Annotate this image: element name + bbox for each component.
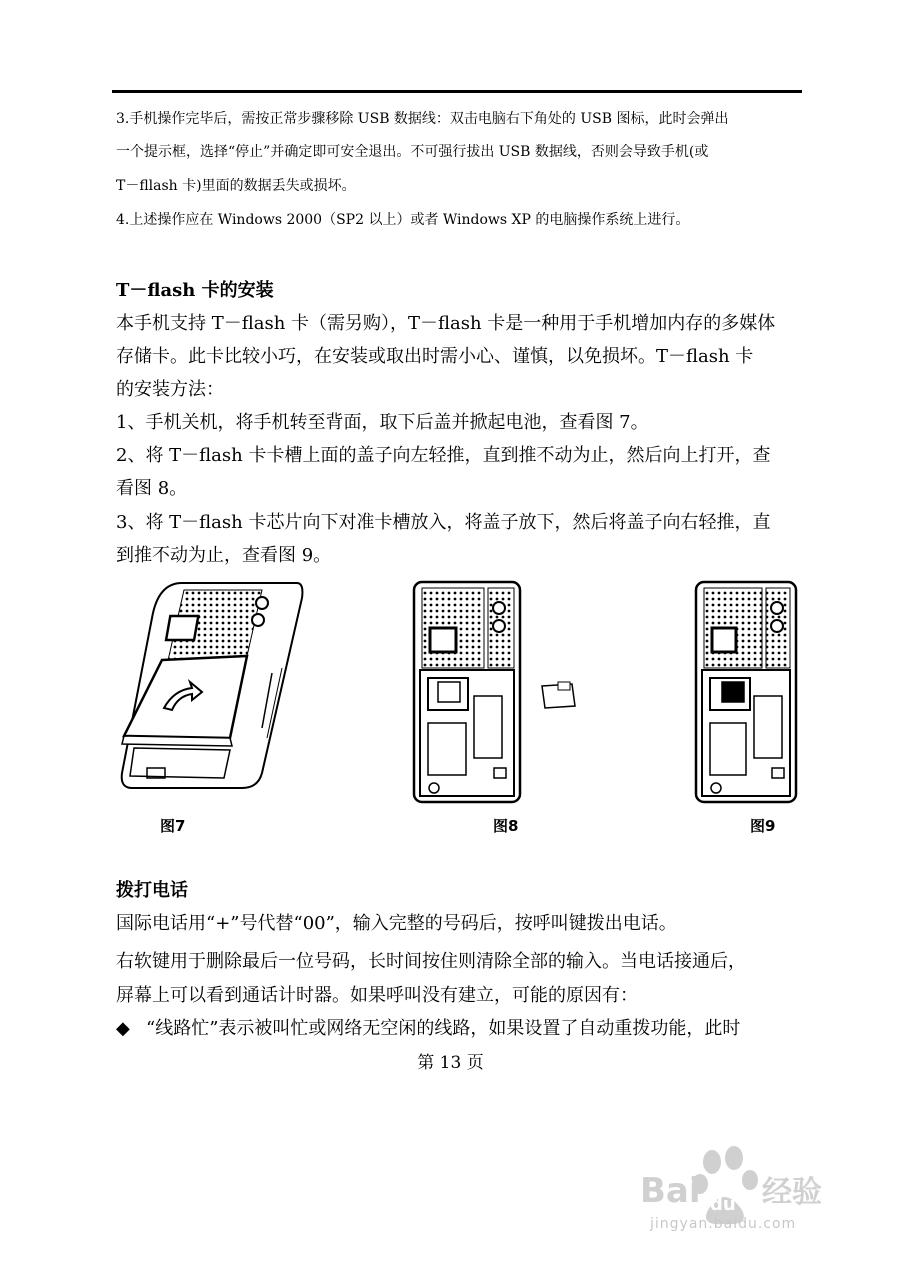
figure-9-illustration: [692, 578, 802, 806]
svg-text:经验: 经验: [762, 1175, 822, 1210]
svg-text:Bai: Bai: [640, 1171, 701, 1211]
note-3-line-3: T－fllash 卡)里面的数据丢失或损坏。: [116, 178, 356, 194]
figure-8-illustration: [410, 578, 585, 806]
figure-8-caption: 图8: [493, 817, 519, 835]
watermark-url: jingyan.baidu.com: [650, 1216, 797, 1232]
svg-text:du: du: [710, 1194, 736, 1215]
page-number: 第 13 页: [417, 1053, 484, 1073]
call-line-2: 右软键用于删除最后一位号码，长时间按住则清除全部的输入。当电话接通后，: [116, 951, 746, 972]
tflash-intro-line-2: 存储卡。此卡比较小巧，在安装或取出时需小心、谨慎，以免损坏。T－flash 卡: [116, 346, 754, 367]
baidu-watermark-logo: [600, 1140, 860, 1250]
tflash-step-3-line-1: 3、将 T－flash 卡芯片向下对准卡槽放入，将盖子放下，然后将盖子向右轻推，直: [116, 512, 771, 533]
tflash-intro-line-3: 的安装方法：: [116, 379, 224, 400]
note-3-line-2: 一个提示框，选择“停止”并确定即可安全退出。不可强行拔出 USB 数据线，否则会导致手机(或: [116, 144, 709, 160]
figure-9-caption: 图9: [750, 817, 776, 835]
call-bullet-1-text: “线路忙”表示被叫忙或网络无空闲的线路，如果设置了自动重拨功能，此时: [146, 1018, 741, 1039]
figure-7-illustration: [112, 578, 307, 798]
figure-7-caption: 图7: [160, 817, 186, 835]
call-line-3: 屏幕上可以看到通话计时器。如果呼叫没有建立，可能的原因有：: [116, 985, 638, 1006]
tflash-step-3-line-2: 到推不动为止，查看图 9。: [116, 545, 332, 566]
tflash-heading: T－flash 卡的安装: [116, 280, 274, 301]
note-4: 4.上述操作应在 Windows 2000（SP2 以上）或者 Windows XP 的电脑操作系统上进行。: [116, 212, 690, 228]
tflash-step-2-line-1: 2、将 T－flash 卡卡槽上面的盖子向左轻推，直到推不动为止，然后向上打开，查: [116, 445, 771, 466]
note-3-line-1: 3.手机操作完毕后，需按正常步骤移除 USB 数据线：双击电脑右下角处的 USB 图标，此时会弹出: [116, 111, 729, 127]
tflash-intro-line-1: 本手机支持 T－flash 卡（需另购），T－flash 卡是一种用于手机增加内存的多媒体: [116, 313, 776, 334]
call-line-1: 国际电话用“+”号代替“00”，输入完整的号码后，按呼叫键拨出电话。: [116, 913, 677, 934]
call-bullet-1: [116, 1016, 740, 1042]
tflash-step-2-line-2: 看图 8。: [116, 478, 188, 499]
bullet-diamond-icon: ◆: [116, 1018, 130, 1039]
tflash-step-1: 1、手机关机，将手机转至背面，取下后盖并掀起电池，查看图 7。: [116, 412, 649, 433]
call-heading: 拨打电话: [116, 880, 188, 901]
header-rule: [112, 90, 802, 93]
